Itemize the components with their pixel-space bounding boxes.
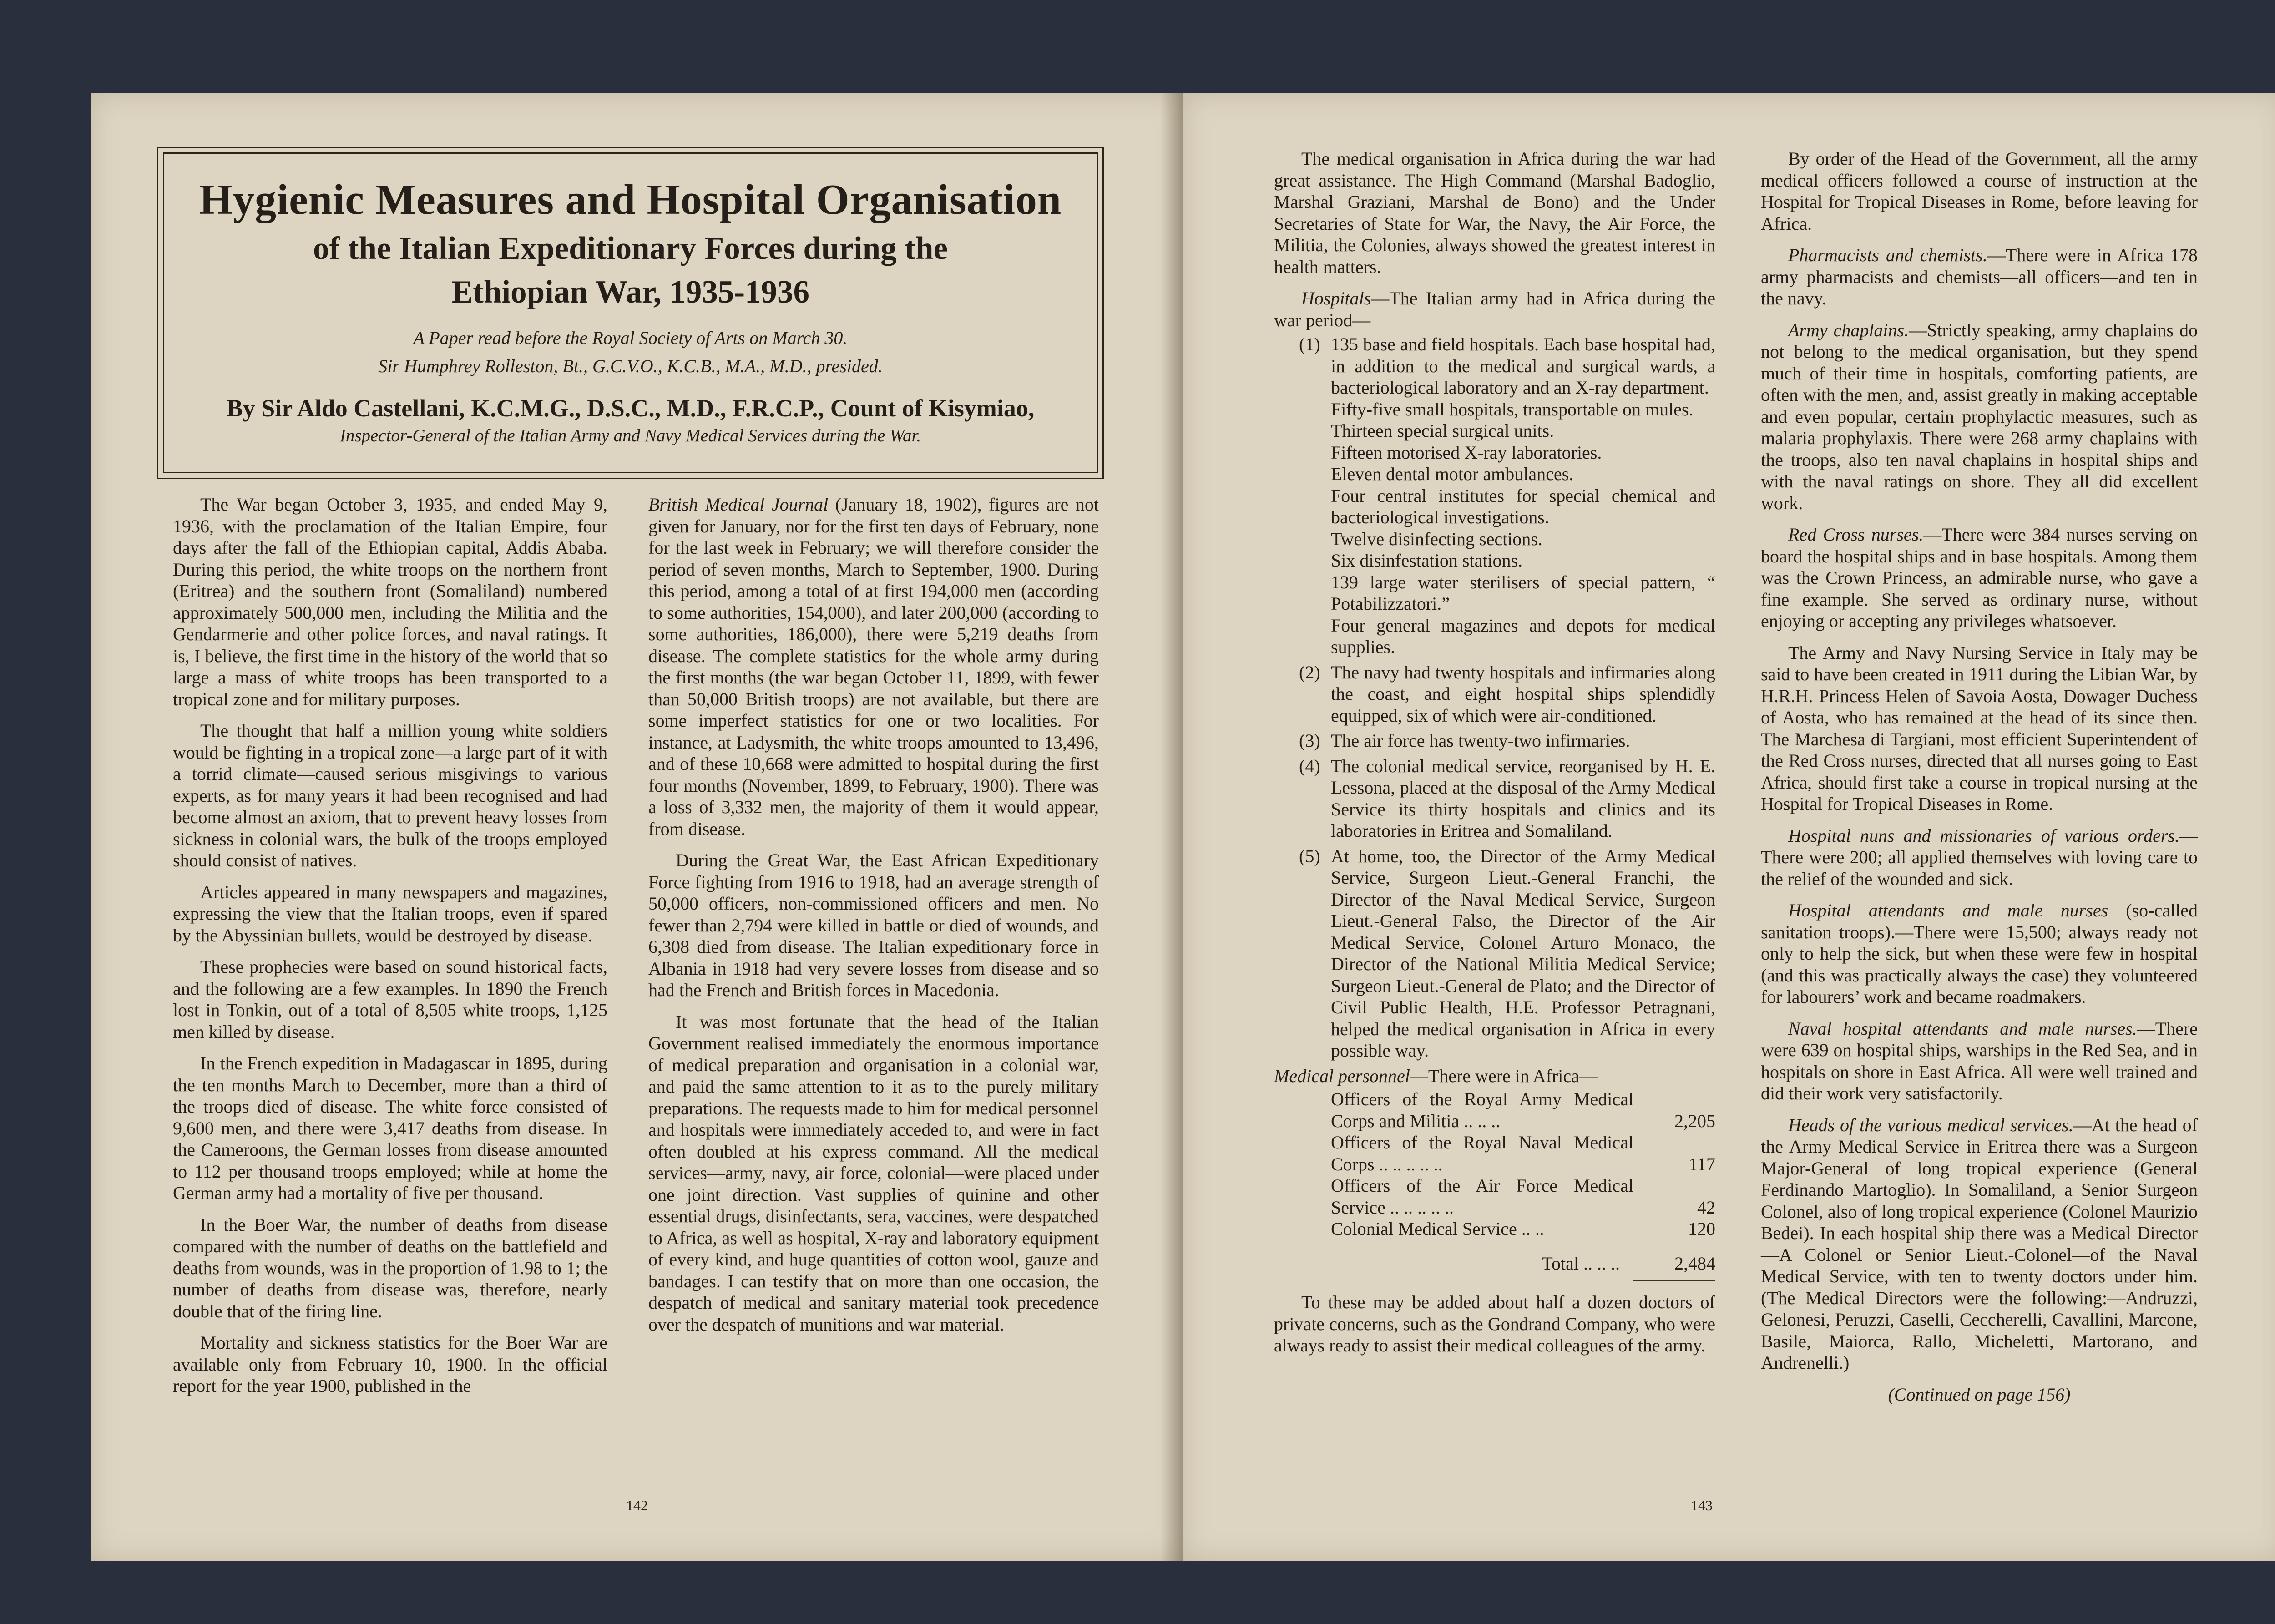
list-line: Fifteen motorised X-ray laboratories. <box>1331 442 1602 463</box>
paragraph-text: —There were in Africa— <box>1410 1065 1598 1086</box>
paragraph <box>1761 900 2198 1008</box>
section-heading: Army chaplains. <box>1788 319 1909 340</box>
section-heading: Medical personnel <box>1274 1065 1410 1086</box>
total-label: Total .. .. .. <box>1542 1253 1620 1274</box>
section-heading: Naval hospital attendants and male nurses. <box>1788 1018 2137 1039</box>
paragraph <box>1761 1114 2198 1374</box>
paragraph: By order of the Head of the Government, all the army medical officers followed a course of instruction at the Hospital for Tropical Diseases in Rome, before leaving for Africa. <box>1761 148 2198 234</box>
list-number: (1) <box>1299 334 1320 354</box>
list-line: 139 large water sterilisers of special pattern, “ Potabilizzatori.” <box>1331 572 1715 614</box>
list-item <box>1274 845 1715 1062</box>
list-number: (3) <box>1299 730 1320 751</box>
paragraph <box>1761 524 2198 632</box>
paragraph: It was most fortunate that the head of the Italian Government realised immediately the enormous importance of medical preparation and organisation in a colonial war, and paid the same attention to it as to the purely military preparations. The requests made to him for medical personnel and hospitals were immediately acceded to, and were in fact often doubled at his express command. All the medical services—army, navy, air force, colonial—were placed under one joint direction. Vast supplies of quinine and other essential drugs, disinfectants, sera, vaccines, were despatched to Africa, as well as hospital, X-ray and laboratory equipment of every kind, and huge quantities of cotton wool, gauze and bandages. I can testify that on more than one occasion, the despatch of medical and sanitary material took precedence over the despatch of munitions and war material. <box>648 1011 1099 1335</box>
paragraph <box>648 494 1099 840</box>
total-value: 2,484 <box>1674 1253 1715 1274</box>
section-heading: Heads of the various medical services. <box>1788 1114 2073 1135</box>
journal-name: British Medical Journal <box>648 494 829 515</box>
paragraph <box>1761 244 2198 309</box>
paragraph: The thought that half a million young white soldiers would be fighting in a tropical zone—a large part of it with a torrid climate—caused serious misgivings to various experts, as for many years it had been recognised and had become almost an axiom, that to prevent heavy losses from sickness in colonial wars, the bulk of the troops employed should consist of natives. <box>173 720 607 870</box>
table-cell-value: 42 <box>1697 1197 1715 1218</box>
list-line: The colonial medical service, reorganised by H. E. Lessona, placed at the disposal of the Army Medical Service its thirty hospitals and clinics and its laboratories in Eritrea and Somaliland. <box>1331 755 1715 841</box>
title-box <box>163 152 1098 473</box>
list-line: Eleven dental motor ambulances. <box>1331 464 1574 484</box>
table-cell-label: Officers of the Royal Naval Medical Corps .. .. .. .. .. <box>1331 1132 1633 1174</box>
section-heading: Hospital nuns and missionaries of various orders. <box>1788 825 2179 846</box>
section-heading: Hospital attendants and male nurses <box>1788 900 2108 921</box>
paragraph <box>1274 288 1715 331</box>
list-line: Four general magazines and depots for medical supplies. <box>1331 615 1715 657</box>
paragraph <box>1761 1018 2198 1104</box>
author-role: Inspector-General of the Italian Army and Navy Medical Services during the War. <box>339 425 921 445</box>
table-cell-label: Officers of the Air Force Medical Service .. .. .. .. .. <box>1331 1175 1633 1218</box>
personnel-table <box>1274 1088 1715 1274</box>
list-item <box>1274 334 1715 658</box>
list-line: Thirteen special surgical units. <box>1331 420 1554 441</box>
paragraph: The medical organisation in Africa during the war had great assistance. The High Command (Marshal Badoglio, Marshal Graziani, Marshal de Bono) and the Under Secretaries of State for War, the Navy, the Air Force, the Militia, the Colonies, always showed the greatest interest in health matters. <box>1274 148 1715 277</box>
paragraph-text: The Army and Navy Nursing Service in Italy may be said to have been created in 1911 during the Libian War, by H.R.H. Princess Helen of Savoia Aosta, Dowager Duchess of Aosta, who has remained at the head of its since then. The Marchesa di Targiani, most efficient Superintendent of the Red Cross nurses, directed that all nurses going to East Africa, should first take a course in tropical nursing at the Hospital for Tropical Diseases in Rome. <box>1761 642 2198 814</box>
right-column-1 <box>1274 148 1715 1366</box>
author-line: By Sir Aldo Castellani, K.C.M.G., D.S.C., M.D., F.R.C.P., Count of Kisymiao, <box>226 395 1035 422</box>
paragraph: In the French expedition in Madagascar in 1895, during the ten months March to December, more than a third of the troops died of disease. The white force consisted of 9,600 men, and there were 3,417 deaths from disease. In the Cameroons, the German losses from disease amounted to 112 per thousand troops employed; while at home the German army had a mortality of five per thousand. <box>173 1053 607 1203</box>
divider <box>1633 1280 1715 1281</box>
paragraph: To these may be added about half a dozen doctors of private concerns, such as the Gondrand Company, who were always ready to assist their medical colleagues of the army. <box>1274 1292 1715 1356</box>
list-item <box>1274 755 1715 842</box>
list-line: Four central institutes for special chemical and bacteriological investigations. <box>1331 485 1715 527</box>
list-item <box>1274 730 1715 752</box>
paragraph: During the Great War, the East African Expeditionary Force fighting from 1916 to 1918, had an average strength of 50,000 officers, non-commissioned officers and men. No fewer than 2,794 were killed in battle or died of wounds, and 6,308 died from disease. The Italian expeditionary force in Albania in 1918 had very severe losses from disease and so had the French and British forces in Macedonia. <box>648 850 1099 1000</box>
table-cell-label: Colonial Medical Service .. .. <box>1331 1219 1544 1239</box>
list-number: (4) <box>1299 755 1320 776</box>
list-number: (2) <box>1299 662 1320 683</box>
page-number: 142 <box>626 1497 648 1513</box>
left-column-1 <box>173 494 607 1407</box>
paragraph: In the Boer War, the number of deaths from disease compared with the number of deaths on the battlefield and deaths from wounds, was in the proportion of 1.98 to 1; the number of deaths from disease was, therefore, nearly double that of the firing line. <box>173 1214 607 1321</box>
list-item <box>1274 662 1715 727</box>
list-line: The navy had twenty hospitals and infirmaries along the coast, and eight hospital ships splendidly equipped, six of which were air-conditioned. <box>1331 662 1715 726</box>
page-title: Hygienic Measures and Hospital Organisation <box>199 176 1062 223</box>
section-heading: Red Cross nurses. <box>1788 524 1924 545</box>
list-number: (5) <box>1299 845 1320 866</box>
list-line: At home, too, the Director of the Army Medical Service, Surgeon Lieut.-General Franchi, the Director of the Naval Medical Service, Surgeon Lieut.-General Falso, the Director of the Air Medical Service, Colonel Arturo Monaco, the Director of the National Militia Medical Service; Surgeon Lieut.-General de Plato; and the Director of Civil Public Health, H.E. Professor Petragnani, helped the medical organisation in Africa in every possible way. <box>1331 845 1715 1061</box>
table-row <box>1274 1218 1715 1240</box>
table-cell-value: 117 <box>1689 1153 1715 1174</box>
table-row-total <box>1274 1240 1715 1275</box>
paragraph <box>1761 642 2198 815</box>
right-page <box>1183 93 2275 1561</box>
paper-note: A Paper read before the Royal Society of Arts on March 30. <box>413 328 848 349</box>
paragraph: Articles appeared in many newspapers and magazines, expressing the view that the Italian troops, even if spared by the Abyssinian bullets, would be destroyed by disease. <box>173 881 607 946</box>
page-number: 143 <box>1691 1497 1713 1513</box>
list-line: Fifty-five small hospitals, transportable on mules. <box>1331 399 1694 420</box>
table-cell-label: Officers of the Royal Army Medical Corps and Militia .. .. .. <box>1331 1089 1633 1131</box>
paragraph-text: (so-called sanitation troops).—There were 15,500; always ready not only to help the sick, but when these were few in hospital (and this was practically always the case) they volunteered for labourers’ work and became roadmakers. <box>1761 900 2198 1007</box>
continued-note <box>1761 1384 2198 1406</box>
table-row <box>1274 1088 1715 1132</box>
table-row <box>1274 1175 1715 1218</box>
paragraph <box>1761 319 2198 514</box>
section-heading: Pharmacists and chemists. <box>1788 245 1987 265</box>
table-cell-value: 120 <box>1688 1219 1715 1239</box>
list-line: Twelve disinfecting sections. <box>1331 528 1542 549</box>
paragraph: The War began October 3, 1935, and ended May 9, 1936, with the proclamation of the Italian Empire, four days after the fall of the Ethiopian capital, Addis Ababa. During this period, the white troops on the northern front (Eritrea) and the southern front (Somaliland) numbered approximately 500,000 men, including the Militia and the Gendarmerie and other police forces, and naval ratings. It is, I believe, the first time in the history of the world that so large a mass of white troops has been transported to a tropical zone and for military purposes. <box>173 494 607 709</box>
paragraph-text: —There were 384 nurses serving on board the hospital ships and in base hospitals. Among them was the Crown Princess, an admirable nurse, who gave a fine example. She served as ordinary nurse, without enjoying or accepting any privileges whatsoever. <box>1761 524 2198 631</box>
subtitle-line-1: of the Italian Expeditionary Forces during the <box>313 230 948 266</box>
paragraph <box>1274 1065 1715 1087</box>
list-line: 135 base and field hospitals. Each base hospital had, in addition to the medical and surgical wards, a bacteriological laboratory and an X-ray department. <box>1331 334 1715 398</box>
paragraph-text: —Strictly speaking, army chaplains do not belong to the medical organisation, but they spend much of their time in hospitals, comforting patients, are often with the men, and, assist greatly in making acceptable and even popular, certain prophylactic measures, such as malaria prophylaxis. There were 268 army chaplains with the troops, also ten naval chaplains in hospital ships and with the naval ratings on shore. They all did excellent work. <box>1761 319 2198 513</box>
hospitals-list <box>1274 334 1715 1062</box>
paragraph-text: (January 18, 1902), figures are not given for January, nor for the first ten days of February, none for the last week in February; we will therefore consider the period of seven months, March to September, 1900. During this period, among a total of at first 194,000 men (according to some authorities, 154,000), and later 200,000 (according to some authorities, 186,000), there were 5,219 deaths from disease. The complete statistics for the whole army during the first months (the war began October 11, 1899, with fewer than 50,000 British troops) are not available, but there are some imperfect statistics for one or two localities. For instance, at Ladysmith, the white troops amounted to 13,496, and of these 10,668 were admitted to hospital during the first four months (November, 1899, to February, 1900). There was a loss of 3,332 men, the majority of them it would appear, from disease. <box>648 494 1099 839</box>
paragraph-text: —The Italian army had in Africa during the war period— <box>1274 288 1715 330</box>
subtitle-line-2: Ethiopian War, 1935-1936 <box>451 274 810 310</box>
list-line: Six disinfestation stations. <box>1331 550 1523 571</box>
section-heading: Hospitals <box>1301 288 1371 309</box>
presided-note: Sir Humphrey Rolleston, Bt., G.C.V.O., K.C.B., M.A., M.D., presided. <box>378 356 883 377</box>
table-cell-value: 2,205 <box>1674 1110 1715 1131</box>
list-line: The air force has twenty-two infirmaries. <box>1331 730 1630 751</box>
table-row <box>1274 1132 1715 1175</box>
paragraph <box>1761 825 2198 890</box>
paragraph-text: —There were in Africa 178 army pharmacists and chemists—all officers—and ten in the navy. <box>1761 245 2198 309</box>
paragraph-text: —At the head of the Army Medical Service in Eritrea there was a Surgeon Major-General of long tropical experience (General Ferdinando Martoglio). In Somaliland, a Senior Surgeon Colonel, also of long tropical experience (Colonel Maurizio Bedei). In each hospital ship there was a Medical Director—A Colonel or Senior Lieut.-Colonel—of the Naval Medical Service, with ten to twenty doctors under him. (The Medical Directors were the following:—Andruzzi, Gelonesi, Peruzzi, Caselli, Ceccherelli, Cavallini, Marcone, Basile, Maiorca, Rallo, Micheletti, Martorano, and Andrenelli.) <box>1761 1114 2198 1373</box>
paragraph: Mortality and sickness statistics for the Boer War are available only from February 10, 1900. In the official report for the year 1900, published in the <box>173 1332 607 1396</box>
continued-text: (Continued on page 156) <box>1888 1384 2071 1405</box>
left-page <box>91 93 1183 1561</box>
paragraph-text: —There were 639 on hospital ships, warships in the Red Sea, and in hospitals on shore in East Africa. All were well trained and did their work very satisfactorily. <box>1761 1018 2198 1103</box>
paragraph: These prophecies were based on sound historical facts, and the following are a few examples. In 1890 the French lost in Tonkin, out of a total of 8,505 white troops, 1,125 men killed by disease. <box>173 956 607 1042</box>
left-column-2 <box>648 494 1099 1345</box>
paragraph-text: —There were 200; all applied themselves with loving care to the relief of the wounded and sick. <box>1761 825 2198 889</box>
right-column-2 <box>1761 148 2198 1415</box>
